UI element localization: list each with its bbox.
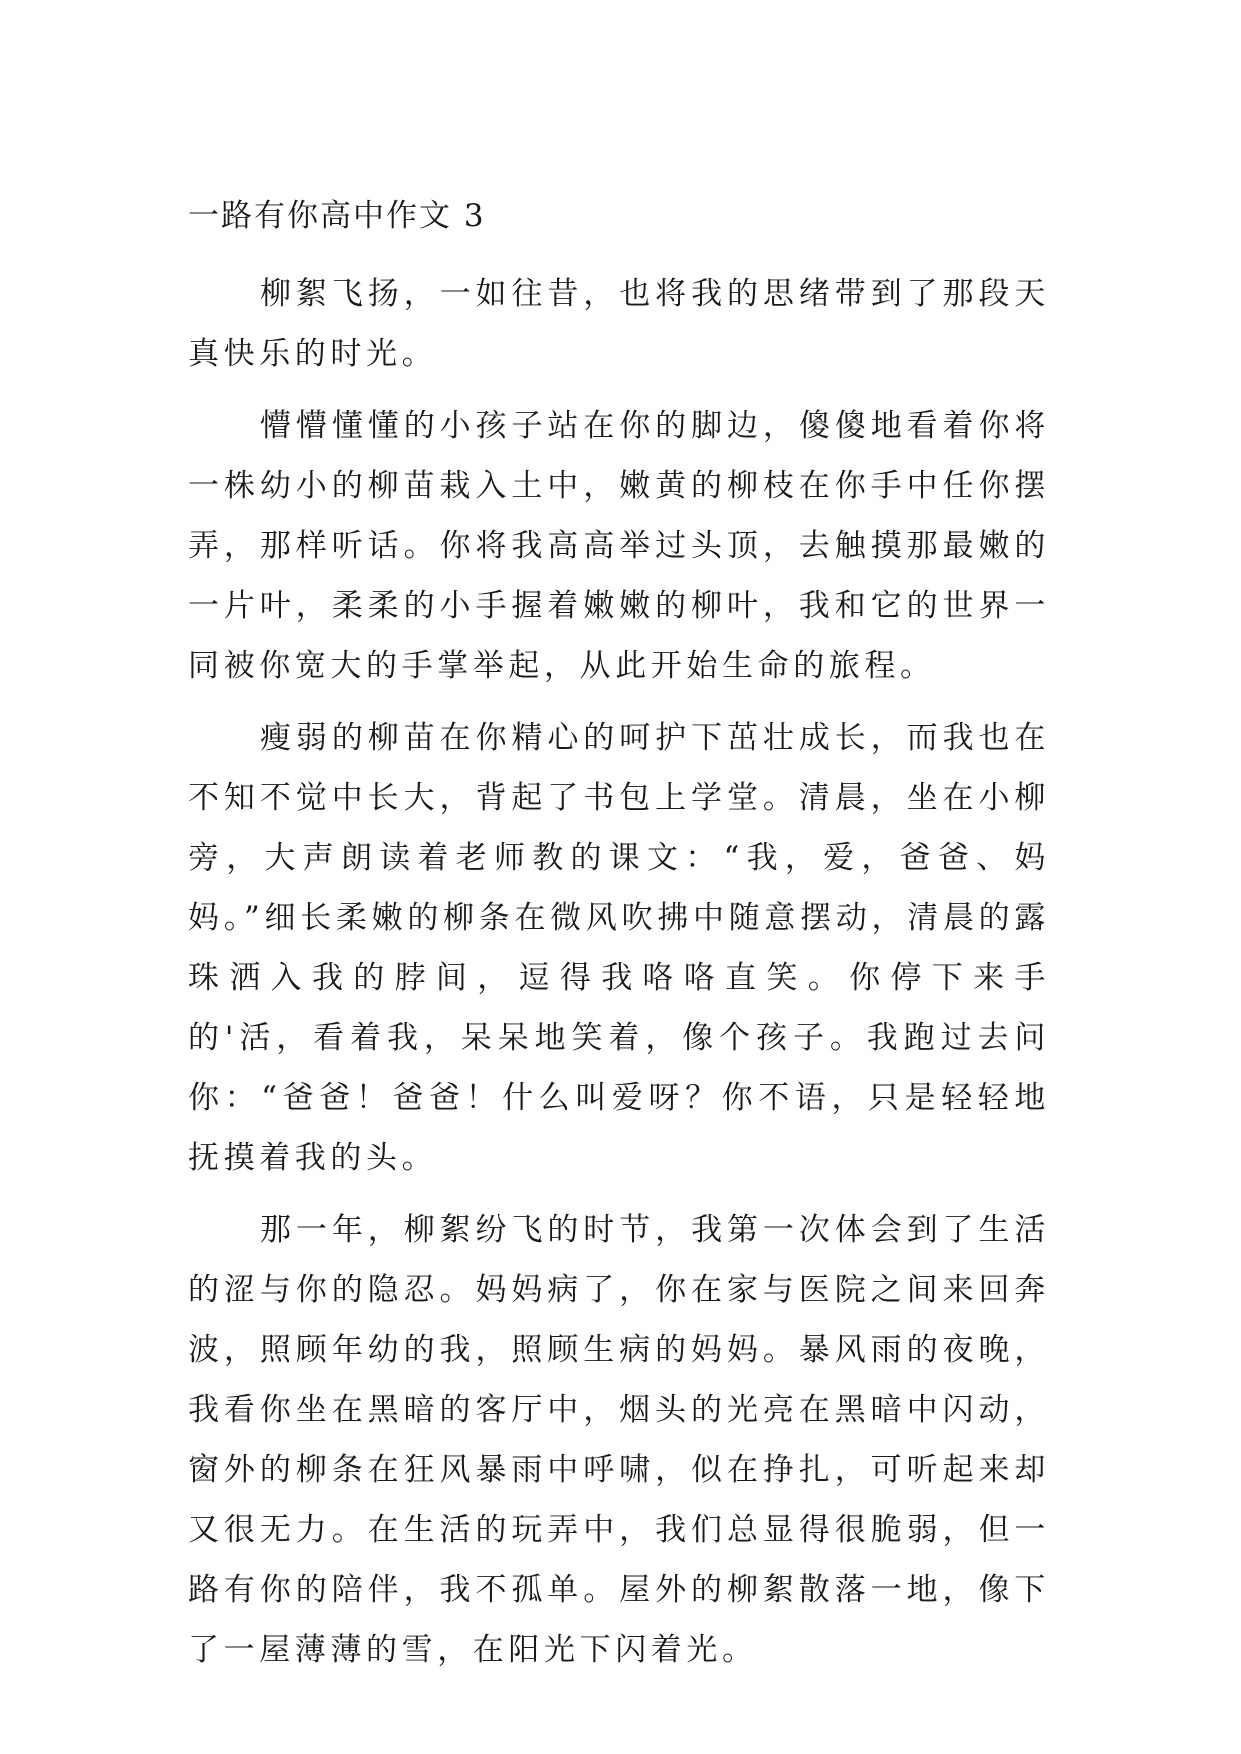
paragraph-4: 那一年，柳絮纷飞的时节，我第一次体会到了生活的涩与你的隐忍。妈妈病了，你在家与医院之间来回奔波，照顾年幼的我，照顾生病的妈妈。暴风雨的夜晚，我看你坐在黑暗的客厅中，烟头的光亮在黑暗中闪动，窗外的柳条在狂风暴雨中呼啸，似在挣扎，可听起来却又很无力。在生活的玩弄中，我们总显得很脆弱，但一路有你的陪伴，我不孤单。屋外的柳絮散落一地，像下了一屋薄薄的雪，在阳光下闪着光。 xyxy=(188,1212,1050,1668)
paragraph-2: 懵懵懂懂的小孩子站在你的脚边，傻傻地看着你将一株幼小的柳苗栽入土中，嫩黄的柳枝在你手中任你摆弄，那样听话。你将我高高举过头顶，去触摸那最嫩的一片叶，柔柔的小手握着嫩嫩的柳叶，我和它的世界一同被你宽大的手掌举起，从此开始生命的旅程。 xyxy=(188,408,1050,684)
document-body xyxy=(188,264,1050,1692)
paragraph-3: 瘦弱的柳苗在你精心的呵护下茁壮成长，而我也在不知不觉中长大，背起了书包上学堂。清晨，坐在小柳旁，大声朗读着老师教的课文：“我，爱，爸爸、妈妈。”细长柔嫩的柳条在微风吹拂中随意摆动，清晨的露珠洒入我的脖间，逗得我咯咯直笑。你停下来手的'活，看着我，呆呆地笑着，像个孩子。我跑过去问你：“爸爸！爸爸！什么叫爱呀？你不语，只是轻轻地抚摸着我的头。 xyxy=(188,720,1050,1176)
document-title: 一路有你高中作文 3 xyxy=(188,198,486,234)
paragraph-1: 柳絮飞扬，一如往昔，也将我的思绪带到了那段天真快乐的时光。 xyxy=(188,276,1050,372)
